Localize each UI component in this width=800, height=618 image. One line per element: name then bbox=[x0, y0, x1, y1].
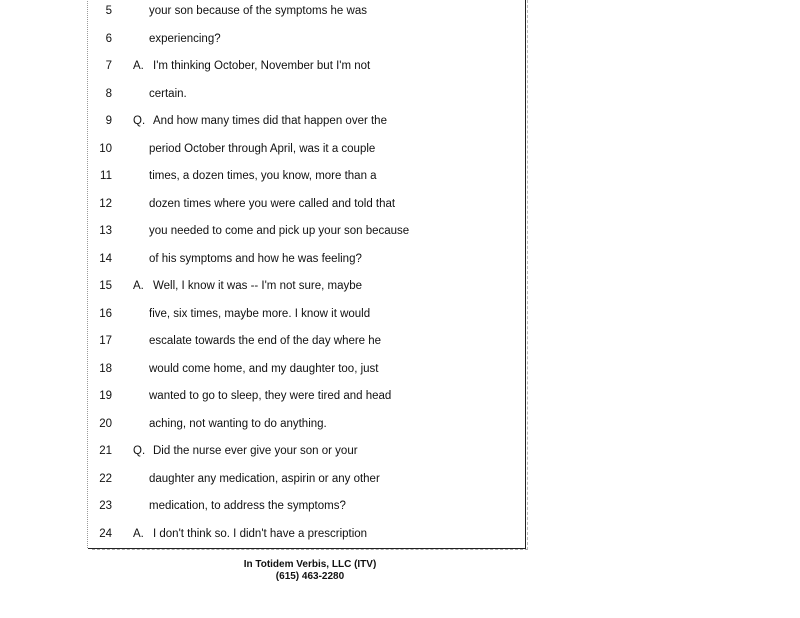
transcript-line bbox=[88, 500, 525, 518]
line-number: 7 bbox=[105, 60, 112, 72]
transcript-line bbox=[88, 473, 525, 491]
line-text: Well, I know it was -- I'm not sure, maybe bbox=[153, 280, 363, 292]
transcript-page bbox=[88, 0, 526, 549]
transcript-line bbox=[88, 33, 525, 51]
transcript-line bbox=[88, 88, 525, 106]
line-number: 20 bbox=[99, 417, 112, 430]
page-bottom-edge bbox=[92, 549, 528, 551]
transcript-line bbox=[88, 528, 525, 546]
line-text: aching, not wanting to do anything. bbox=[149, 417, 327, 430]
line-text: five, six times, maybe more. I know it would bbox=[149, 307, 371, 320]
line-number: 17 bbox=[99, 335, 112, 347]
line-number: 23 bbox=[99, 500, 112, 512]
line-number: 15 bbox=[99, 280, 112, 292]
line-text: escalate towards the end of the day where he bbox=[149, 335, 382, 347]
line-number: 9 bbox=[105, 115, 112, 127]
transcript-line bbox=[88, 280, 525, 298]
transcript-line bbox=[88, 143, 525, 161]
transcript-line bbox=[88, 335, 525, 353]
line-number: 24 bbox=[99, 527, 112, 540]
speaker-label: A. bbox=[133, 280, 144, 292]
line-text: times, a dozen times, you know, more than a bbox=[149, 170, 377, 182]
line-number: 5 bbox=[105, 5, 112, 17]
line-number: 16 bbox=[99, 307, 112, 320]
line-text: certain. bbox=[149, 87, 187, 100]
line-text: would come home, and my daughter too, just bbox=[149, 362, 379, 375]
transcript-line bbox=[88, 115, 525, 133]
speaker-label: Q. bbox=[133, 445, 146, 457]
line-number: 10 bbox=[99, 142, 112, 155]
line-number: 18 bbox=[99, 362, 112, 375]
speaker-label: Q. bbox=[133, 115, 146, 127]
line-text: I'm thinking October, November but I'm not bbox=[153, 60, 371, 72]
transcript-line bbox=[88, 60, 525, 78]
line-number: 13 bbox=[99, 225, 112, 237]
line-text: And how many times did that happen over the bbox=[153, 115, 387, 127]
line-text: your son because of the symptoms he was bbox=[149, 5, 367, 17]
transcript-line bbox=[88, 5, 525, 23]
transcript-line bbox=[88, 390, 525, 408]
line-number: 12 bbox=[99, 197, 112, 210]
footer-company: In Totidem Verbis, LLC (ITV) bbox=[243, 559, 377, 570]
transcript-line bbox=[88, 198, 525, 216]
line-number: 8 bbox=[105, 87, 112, 100]
line-text: you needed to come and pick up your son because bbox=[149, 225, 410, 237]
line-text: Did the nurse ever give your son or your bbox=[153, 445, 358, 457]
line-number: 14 bbox=[99, 252, 112, 265]
line-text: period October through April, was it a couple bbox=[149, 142, 376, 155]
line-text: daughter any medication, aspirin or any other bbox=[149, 472, 380, 485]
transcript-line bbox=[88, 170, 525, 188]
line-text: experiencing? bbox=[149, 32, 221, 45]
transcript-line bbox=[88, 253, 525, 271]
transcript-line bbox=[88, 225, 525, 243]
line-text: wanted to go to sleep, they were tired and head bbox=[149, 390, 392, 402]
speaker-label: A. bbox=[133, 60, 144, 72]
line-number: 6 bbox=[105, 32, 112, 45]
transcript-line bbox=[88, 418, 525, 436]
line-number: 19 bbox=[99, 390, 112, 402]
footer-phone: (615) 463-2280 bbox=[275, 571, 345, 582]
line-number: 21 bbox=[99, 445, 112, 457]
line-number: 22 bbox=[99, 472, 112, 485]
transcript-line bbox=[88, 445, 525, 463]
line-number: 11 bbox=[100, 170, 112, 182]
transcript-line bbox=[88, 363, 525, 381]
page-edge bbox=[527, 0, 530, 550]
line-text: I don't think so. I didn't have a prescription bbox=[153, 527, 368, 540]
transcript-line bbox=[88, 308, 525, 326]
line-text: dozen times where you were called and told that bbox=[149, 197, 396, 210]
line-text: medication, to address the symptoms? bbox=[149, 500, 346, 512]
line-text: of his symptoms and how he was feeling? bbox=[149, 252, 362, 265]
speaker-label: A. bbox=[133, 527, 144, 540]
